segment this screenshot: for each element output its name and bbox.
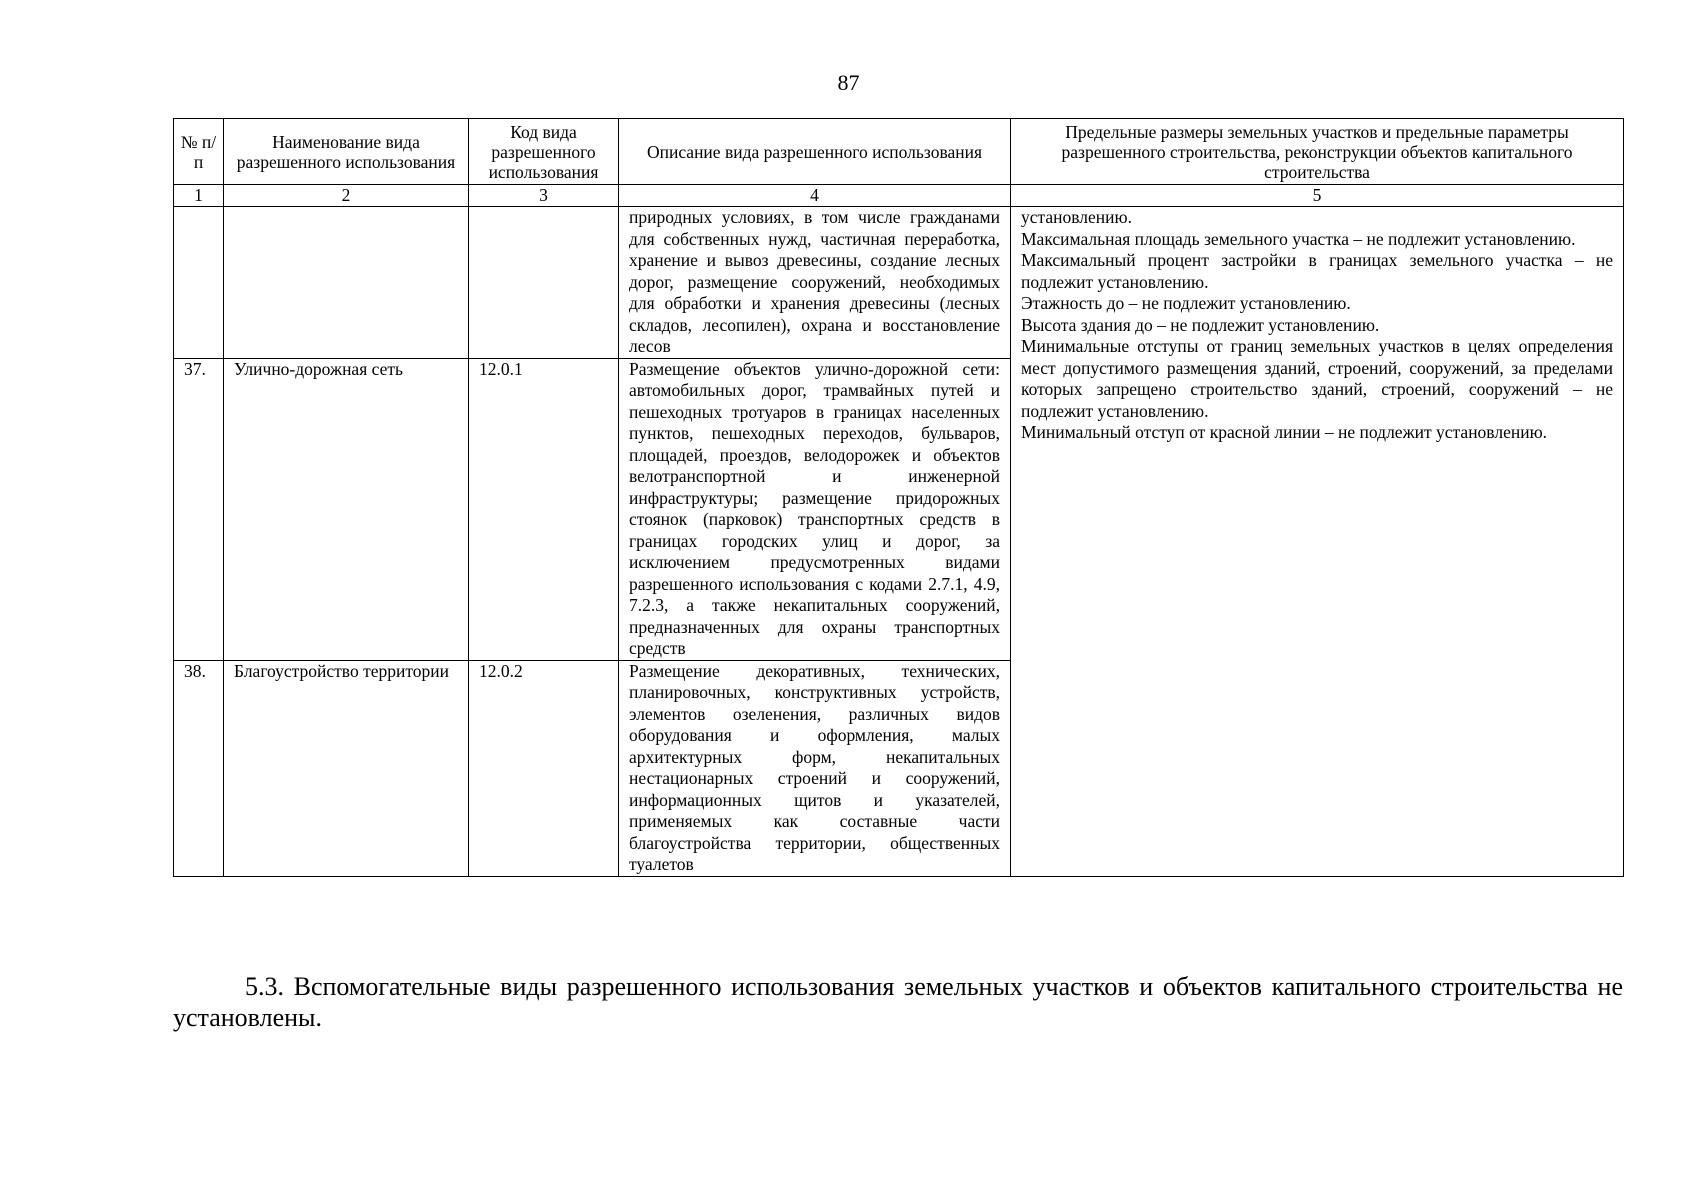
row-code: 12.0.1 xyxy=(469,358,619,660)
row-number: 37. xyxy=(174,358,224,660)
column-number: 4 xyxy=(619,185,1011,207)
column-number-row xyxy=(174,185,1624,207)
page-number: 87 xyxy=(837,70,860,95)
parameters-cell xyxy=(1011,207,1624,877)
header-code: Код вида разрешенного использования xyxy=(469,119,619,185)
parameter-item: Высота здания до – не подлежит установлению. xyxy=(1021,314,1380,335)
table-header-row xyxy=(174,119,1624,185)
parameter-item: Этажность до – не подлежит установлению. xyxy=(1021,293,1351,313)
header-description: Описание вида разрешенного использования xyxy=(619,119,1011,185)
row-code xyxy=(469,207,619,359)
column-number: 5 xyxy=(1011,185,1624,207)
column-number: 2 xyxy=(224,185,469,207)
row-name xyxy=(224,207,469,359)
header-name: Наименование вида разрешенного использования xyxy=(224,119,469,185)
row-description: природных условиях, в том числе гражданами для собственных нужд, частичная переработка, хранение и вывоз древесины, создание лесных дорог, размещение сооружений, необходимых для обработки и хранения древесины (лесных складов, лесопилен), охрана и восстановление лесов xyxy=(619,207,1011,359)
parameter-item: Минимальные отступы от границ земельных участков в целях определения мест допустимого размещения зданий, строений, сооружений, за пределами которых запрещено строительство зданий, строений, сооружений – не подлежит установлению. xyxy=(1021,336,1613,421)
parameter-item: Минимальный отступ от красной линии – не подлежит установлению. xyxy=(1021,422,1548,442)
row-code: 12.0.2 xyxy=(469,660,619,876)
row-name: Улично-дорожная сеть xyxy=(224,358,469,660)
land-use-table xyxy=(173,118,1624,877)
column-number: 3 xyxy=(469,185,619,207)
row-name: Благоустройство территории xyxy=(224,660,469,876)
parameter-item: установлению. xyxy=(1021,207,1132,227)
row-number xyxy=(174,207,224,359)
section-paragraph: 5.3. Вспомогательные виды разрешенного использования земельных участков и объектов капитального строительства не установлены. xyxy=(173,972,1623,1032)
row-number: 38. xyxy=(174,660,224,876)
header-parameters: Предельные размеры земельных участков и предельные параметры разрешенного строительства, реконструкции объектов капитального строительства xyxy=(1011,119,1624,185)
table-row xyxy=(174,207,1624,359)
column-number: 1 xyxy=(174,185,224,207)
header-number: № п/п xyxy=(174,119,224,185)
parameter-item: Максимальная площадь земельного участка – не подлежит установлению. xyxy=(1021,228,1576,249)
row-description: Размещение декоративных, технических, планировочных, конструктивных устройств, элементов озеленения, различных видов оборудования и оформления, малых архитектурных форм, некапитальных нестационарных строений и сооружений, информационных щитов и указателей, применяемых как составные части благоустройства территории, общественных туалетов xyxy=(619,660,1011,876)
parameter-item: Максимальный процент застройки в границах земельного участка – не подлежит установлению. xyxy=(1021,250,1613,292)
row-description: Размещение объектов улично-дорожной сети: автомобильных дорог, трамвайных путей и пешеходных тротуаров в границах населенных пунктов, пешеходных переходов, бульваров, площадей, проездов, велодорожек и объектов велотранспортной и инженерной инфраструктуры; размещение придорожных стоянок (парковок) транспортных средств в границах городских улиц и дорог, за исключением предусмотренных видами разрешенного использования с кодами 2.7.1, 4.9, 7.2.3, а также некапитальных сооружений, предназначенных для охраны транспортных средств xyxy=(619,358,1011,660)
